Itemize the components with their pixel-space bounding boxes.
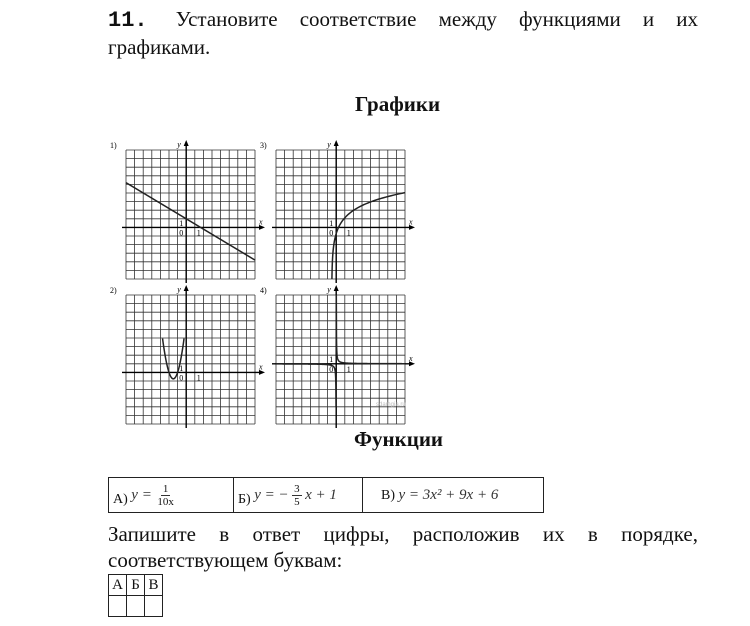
unit-x-label: 1: [346, 228, 351, 238]
watermark: sdamgia.ru: [376, 402, 406, 408]
function-b-cell: [234, 478, 363, 513]
function-curve: [126, 183, 255, 260]
graphs-panel: [108, 138, 413, 428]
y-axis-label: y: [327, 285, 331, 294]
unit-y-label: 1: [329, 355, 334, 365]
unit-y-label: 1: [329, 218, 334, 228]
function-a-denominator: 10x: [157, 495, 174, 508]
functions-heading: Функции: [354, 427, 444, 451]
function-c-letter: В): [381, 487, 395, 503]
task-number: 11.: [108, 8, 148, 33]
origin-label: 0: [179, 373, 184, 383]
unit-x-label: 1: [196, 228, 201, 238]
answer-cell-c[interactable]: [145, 596, 163, 617]
functions-table: [108, 477, 544, 513]
function-b-denominator: 5: [294, 495, 300, 508]
answer-table: [108, 574, 163, 617]
function-a-numerator: 1: [162, 482, 169, 495]
unit-x-label: 1: [196, 373, 201, 383]
graph-number-label: 1): [110, 141, 117, 150]
answer-cell-b[interactable]: [127, 596, 145, 617]
graph-1: [110, 140, 265, 283]
graph-2: [110, 285, 265, 428]
function-b-fraction: [292, 483, 302, 508]
y-axis-label: y: [177, 285, 181, 294]
answer-header-b: Б: [127, 575, 145, 596]
function-a-cell: [109, 478, 234, 513]
x-axis-label: x: [259, 217, 263, 227]
function-b-lhs: y = −: [254, 486, 289, 503]
function-curve: [276, 295, 405, 407]
origin-label: 0: [179, 228, 184, 238]
unit-y-label: 1: [179, 218, 184, 228]
origin-label: 0: [329, 228, 334, 238]
graph-number-label: 4): [260, 286, 267, 295]
task-text: Установите соответствие между функциями и их графиками.: [108, 7, 699, 59]
function-a-lhs: y =: [131, 486, 152, 503]
graph-3: [260, 140, 415, 283]
y-axis-label: y: [327, 140, 331, 149]
graphs-heading: Графики: [355, 92, 441, 116]
function-b-letter: Б): [238, 491, 251, 507]
unit-y-label: 1: [179, 363, 184, 373]
graph-number-label: 2): [110, 286, 117, 295]
task-statement: [108, 6, 698, 61]
instruction-text: Запишите в ответ цифры, расположив их в порядке, соответствующем буквам:: [108, 522, 698, 572]
answer-header-a: А: [109, 575, 127, 596]
unit-x-label: 1: [346, 364, 351, 374]
answer-header-c: В: [145, 575, 163, 596]
answer-cell-a[interactable]: [109, 596, 127, 617]
function-c-formula: y = 3x² + 9x + 6: [398, 486, 499, 503]
x-axis-label: x: [409, 217, 413, 227]
function-c-cell: [363, 478, 544, 513]
function-a-fraction: [155, 483, 176, 508]
y-axis-label: y: [177, 140, 181, 149]
origin-label: 0: [329, 364, 334, 374]
graph-number-label: 3): [260, 141, 267, 150]
function-b-numerator: 3: [294, 482, 300, 495]
x-axis-label: x: [259, 362, 263, 372]
function-a-letter: А): [113, 491, 128, 507]
function-b-rest: x + 1: [305, 486, 337, 503]
x-axis-label: x: [409, 353, 413, 363]
